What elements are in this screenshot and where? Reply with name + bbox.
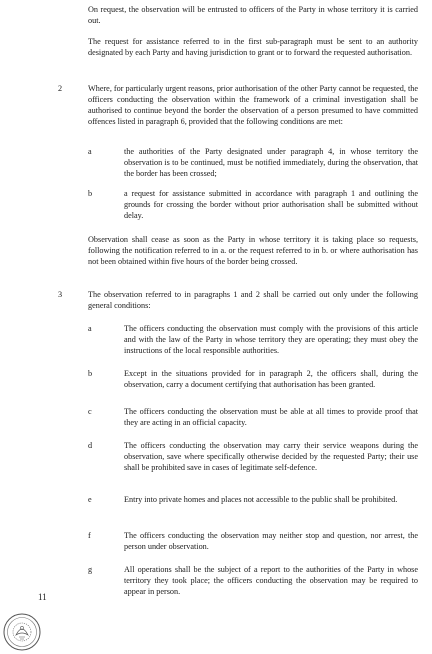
item-3d-text: The officers conducting the observation may carry their service weapons during the observation, save where specifically otherwise decided by the requested Party; their use shall be prohibited save in cases of legitimate self-defence.	[124, 441, 418, 473]
item-3a-marker: a	[88, 324, 92, 333]
item-2b-marker: b	[88, 189, 93, 198]
paragraph-2-cessation-text: Observation shall cease as soon as the Party in whose territory it is taking place so requests, following the notification referred to in a. or the request referred to in b. or where authorisation has not been obtained within five hours of the border being crossed.	[88, 235, 418, 267]
item-3e-text: Entry into private homes and places not accessible to the public shall be prohibited.	[124, 495, 398, 504]
paragraph-number-2: 2	[58, 84, 63, 93]
official-seal-icon	[2, 612, 42, 652]
item-3g-text: All operations shall be the subject of a report to the authorities of the Party in whose territory they took place; the officers conducting the observation may be required to appear in person.	[124, 565, 418, 597]
item-3b-text: Except in the situations provided for in paragraph 2, the officers shall, during the observation, carry a document certifying that authorisation has been granted.	[124, 369, 418, 390]
item-3c-text: The officers conducting the observation must be able at all times to provide proof that they are acting in an official capacity.	[124, 407, 418, 428]
paragraph-number-3: 3	[58, 290, 63, 299]
item-2b-text: a request for assistance submitted in accordance with paragraph 1 and outlining the grounds for crossing the border without prior authorisation shall be submitted without delay.	[124, 189, 418, 221]
item-3f-text: The officers conducting the observation may neither stop and question, nor arrest, the person under observation.	[124, 531, 418, 552]
paragraph-3-text: The observation referred to in paragraphs 1 and 2 shall be carried out only under the following general conditions:	[88, 290, 418, 311]
item-2a-text: the authorities of the Party designated under paragraph 4, in whose territory the observation is to be continued, must be notified immediately, during the observation, that the border has been crossed;	[124, 147, 418, 179]
item-3e-marker: e	[88, 495, 92, 504]
item-3a-text: The officers conducting the observation must comply with the provisions of this article and with the law of the Party in whose territory they are operating; they must obey the instructions of the local responsible authorities.	[124, 324, 418, 356]
paragraph-1-request-text: The request for assistance referred to in the first sub-paragraph must be sent to an authority designated by each Party and having jurisdiction to grant or to forward the requested authorisation.	[88, 37, 418, 58]
item-3g-marker: g	[88, 565, 93, 574]
item-3f-marker: f	[88, 531, 91, 540]
paragraph-1-continued: On request, the observation will be entrusted to officers of the Party in whose territory it is carried out.	[88, 5, 418, 26]
page-number: 11	[38, 592, 47, 602]
item-3b-marker: b	[88, 369, 93, 378]
paragraph-2-text: Where, for particularly urgent reasons, prior authorisation of the other Party cannot be requested, the officers conducting the observation within the framework of a criminal investigation shall be authorised to continue beyond the border the observation of a person presumed to have committed offences listed in paragraph 6, provided that the following conditions are met:	[88, 84, 418, 127]
item-3d-marker: d	[88, 441, 93, 450]
item-2a-marker: a	[88, 147, 92, 156]
item-3c-marker: c	[88, 407, 92, 416]
